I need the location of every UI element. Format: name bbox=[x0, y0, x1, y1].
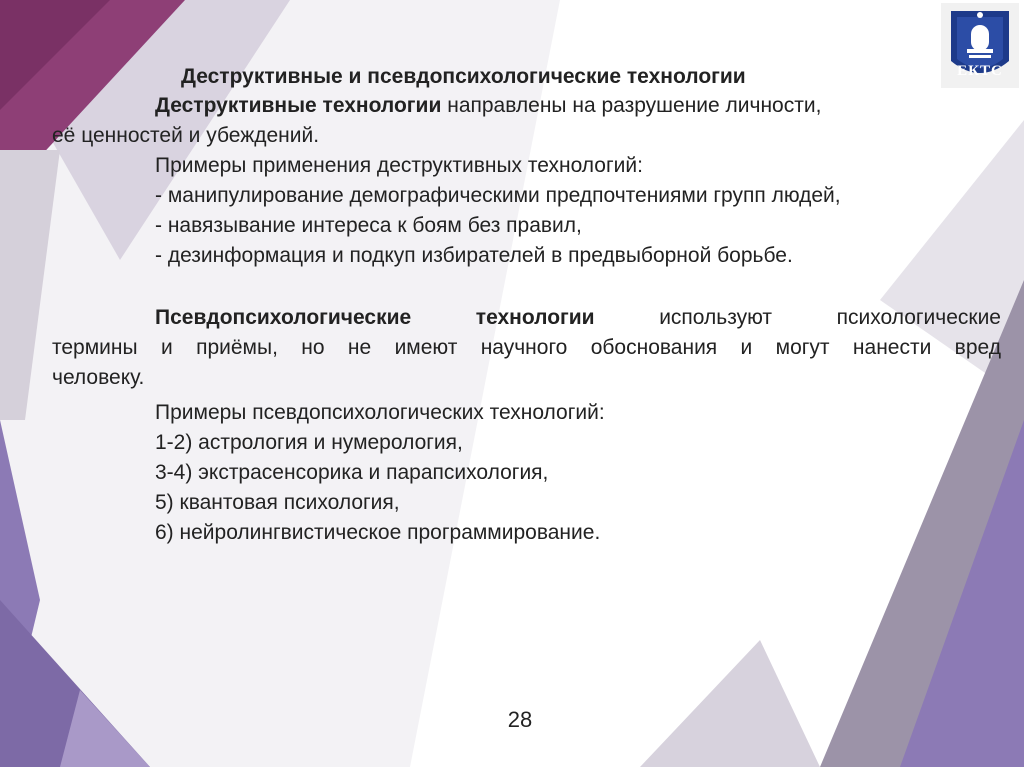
pseudo-definition-part3: человеку. bbox=[52, 366, 145, 389]
destructive-term: Деструктивные технологии bbox=[155, 94, 442, 117]
pseudo-term: Псевдопсихологические технологии bbox=[155, 306, 595, 329]
pseudo-example-item: 3-4) экстрасенсорика и парапсихология, bbox=[155, 461, 549, 484]
ektc-logo-text: ЕКТС bbox=[957, 63, 1003, 79]
destructive-definition-part2: её ценностей и убеждений. bbox=[52, 124, 320, 147]
pseudo-example-item: 5) квантовая психология, bbox=[155, 491, 400, 514]
pseudo-example-item: 6) нейролингвистическое программирование. bbox=[155, 521, 601, 544]
pseudo-example-item: 1-2) астрология и нумерология, bbox=[155, 431, 463, 454]
destructive-example-item: - манипулирование демографическими предпочтениями групп людей, bbox=[155, 184, 841, 207]
slide-title: Деструктивные и псевдопсихологические технологии bbox=[181, 65, 746, 88]
pseudo-examples-heading: Примеры псевдопсихологических технологий: bbox=[155, 401, 605, 424]
destructive-examples-heading: Примеры применения деструктивных технологий: bbox=[155, 154, 643, 177]
pseudo-definition bbox=[155, 303, 1001, 333]
destructive-definition bbox=[155, 91, 821, 121]
destructive-definition-part1: направлены на разрушение личности, bbox=[447, 94, 822, 117]
page-number: 28 bbox=[507, 707, 533, 732]
destructive-example-item: - навязывание интереса к боям без правил, bbox=[155, 214, 582, 237]
pseudo-definition-part2: термины и приёмы, но не имеют научного обоснования и могут нанести вред bbox=[52, 336, 1001, 359]
pseudo-definition-part1: используют психологические bbox=[659, 306, 1001, 329]
destructive-example-item: - дезинформация и подкуп избирателей в предвыборной борьбе. bbox=[155, 244, 793, 267]
